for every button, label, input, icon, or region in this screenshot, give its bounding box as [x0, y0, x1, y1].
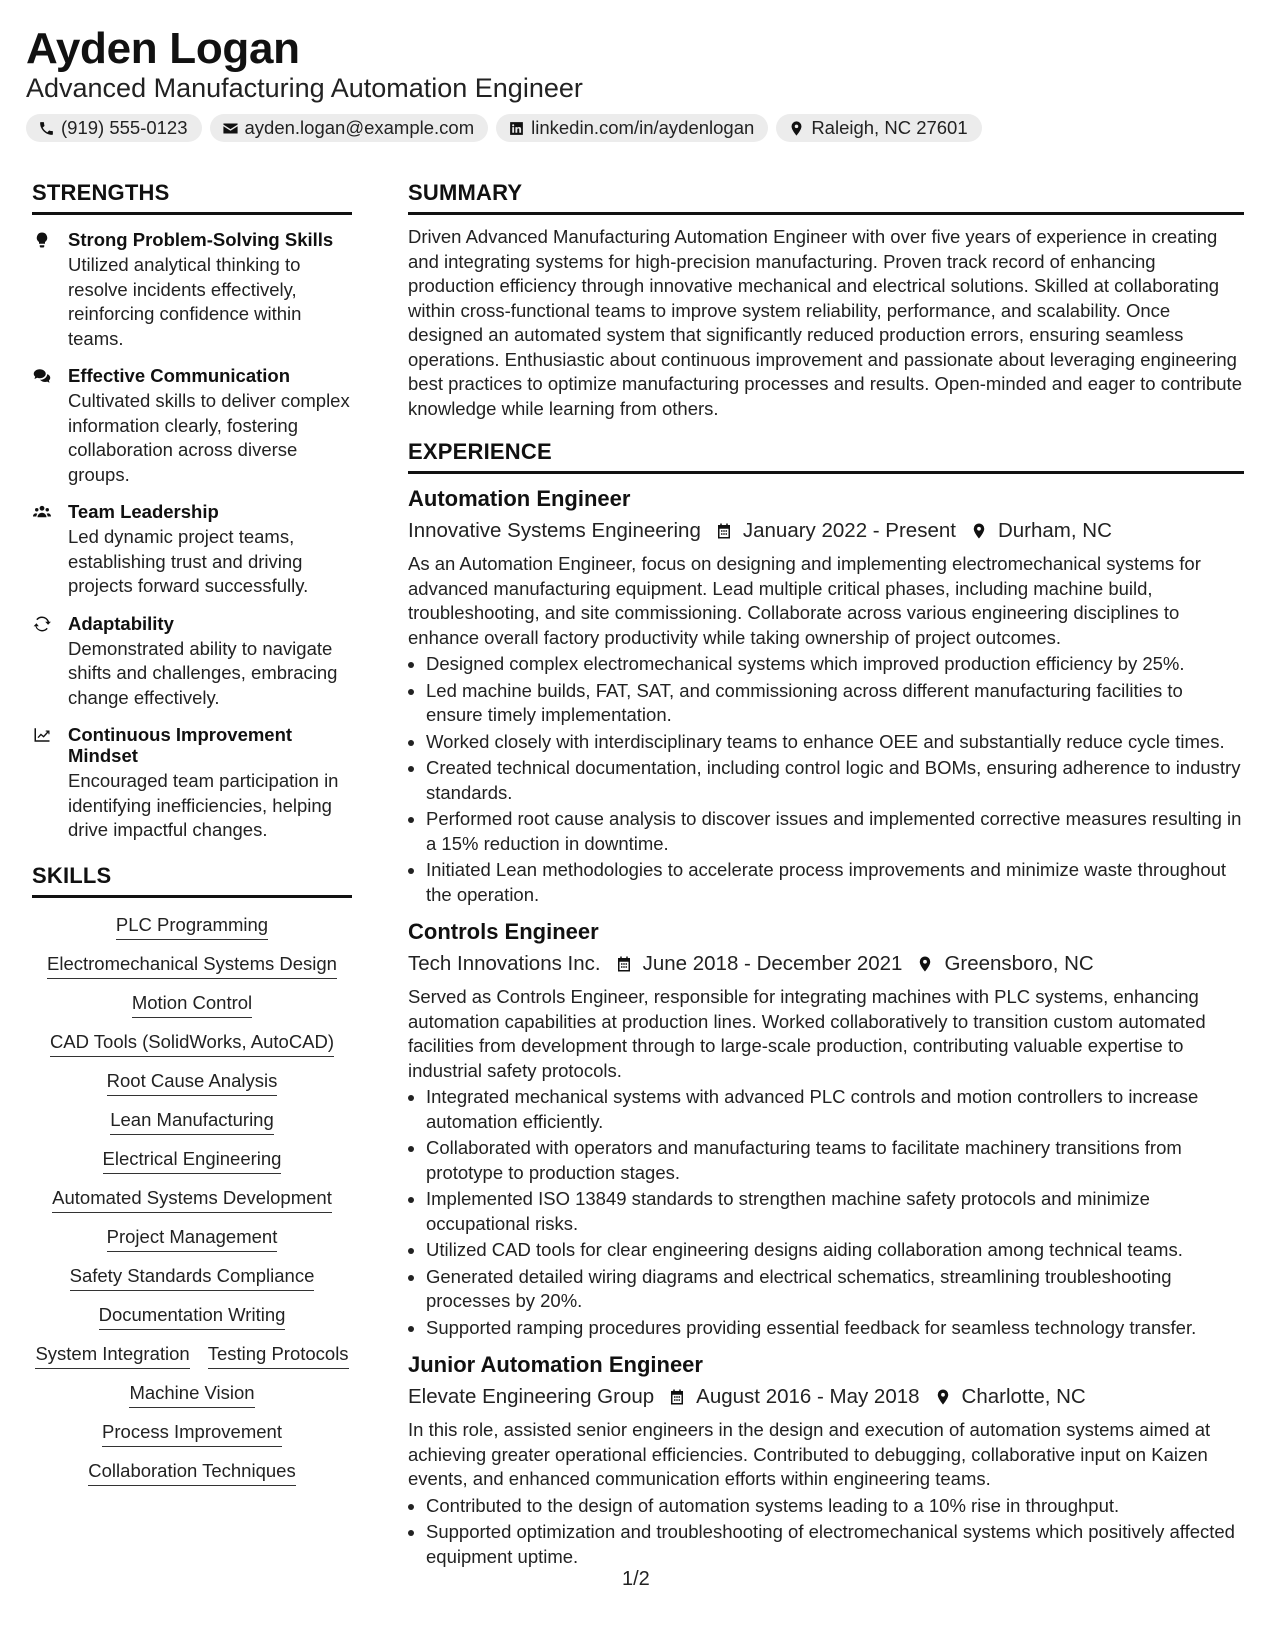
- skill-tag: PLC Programming: [116, 914, 268, 940]
- skill-tag: Electrical Engineering: [103, 1148, 282, 1174]
- job-bullets: [408, 652, 1244, 907]
- contact-bar: [26, 114, 982, 142]
- job-bullet: • Supported ramping procedures providing essential feedback for seamless technology transfer.: [426, 1316, 1244, 1341]
- strength-title: Adaptability: [68, 612, 174, 634]
- skills-list: [32, 914, 352, 1486]
- job-bullet: • Collaborated with operators and manufacturing teams to facilitate machinery transitions from prototype to production stages.: [426, 1136, 1244, 1185]
- candidate-role: Advanced Manufacturing Automation Engineer: [26, 73, 583, 103]
- job-bullets: [408, 1494, 1244, 1570]
- strength-item: [32, 365, 352, 487]
- job-entry: [408, 919, 1244, 1340]
- calendar-icon: [615, 955, 633, 973]
- strengths-heading: STRENGTHS: [32, 180, 352, 215]
- map-marker-icon: [916, 955, 934, 973]
- linkedin-text: linkedin.com/in/aydenlogan: [531, 117, 755, 138]
- calendar-icon: [715, 522, 733, 540]
- chart-line-icon: [32, 726, 52, 744]
- job-location: Charlotte, NC: [961, 1385, 1086, 1408]
- job-description: As an Automation Engineer, focus on designing and implementing electromechanical systems for advanced manufacturing equipment. Lead multiple critical phases, including machine build, troubleshooting, and site commissioning. Collaborate across various engineering disciplines to enhance overall factory productivity while taking ownership of project outcomes.: [408, 553, 1201, 648]
- skill-tag: CAD Tools (SolidWorks, AutoCAD): [50, 1031, 334, 1057]
- job-bullet: • Worked closely with interdisciplinary teams to enhance OEE and substantially reduce cycle times.: [426, 730, 1244, 755]
- job-dates: January 2022 - Present: [742, 519, 956, 542]
- skill-tag: Process Improvement: [102, 1421, 282, 1447]
- comments-icon: [32, 367, 52, 385]
- skills-heading: SKILLS: [32, 863, 352, 898]
- summary-heading: SUMMARY: [408, 180, 1244, 215]
- strength-title: Effective Communication: [68, 365, 291, 386]
- envelope-icon: [222, 120, 239, 137]
- job-meta: [408, 951, 1244, 977]
- skill-tag: Collaboration Techniques: [88, 1460, 295, 1486]
- job-title: Junior Automation Engineer: [408, 1352, 703, 1377]
- skill-tag: Electromechanical Systems Design: [47, 953, 337, 979]
- job-bullet: • Initiated Lean methodologies to accelerate process improvements and minimize waste throughout the operation.: [426, 858, 1244, 907]
- left-column: [32, 180, 352, 1486]
- skill-tag: Documentation Writing: [99, 1304, 286, 1330]
- map-marker-icon: [934, 1388, 952, 1406]
- strength-desc: Utilized analytical thinking to resolve incidents effectively, reinforcing confidence within teams.: [68, 254, 302, 349]
- job-title: Automation Engineer: [408, 486, 631, 511]
- strength-title: Continuous Improvement Mindset: [68, 724, 293, 766]
- strength-desc: Demonstrated ability to navigate shifts and challenges, embracing change effectively.: [68, 637, 338, 708]
- company-name: Tech Innovations Inc.: [408, 952, 601, 975]
- job-entry: [408, 1352, 1244, 1569]
- job-bullet: • Supported optimization and troubleshooting of electromechanical systems which positively affected equipment uptime.: [426, 1520, 1244, 1569]
- linkedin-icon: [508, 120, 525, 137]
- skill-tag: Root Cause Analysis: [107, 1070, 278, 1096]
- job-bullets: [408, 1085, 1244, 1340]
- strength-desc: Led dynamic project teams, establishing trust and driving projects forward successfully.: [68, 526, 309, 596]
- strength-title: Team Leadership: [68, 501, 219, 522]
- job-bullet: • Created technical documentation, including control logic and BOMs, ensuring adherence to industry standards.: [426, 756, 1244, 805]
- email-text: ayden.logan@example.com: [244, 117, 475, 138]
- skill-tag: Testing Protocols: [208, 1343, 349, 1369]
- skill-tag: Motion Control: [132, 992, 252, 1018]
- job-meta: [408, 518, 1244, 544]
- job-entry: [408, 486, 1244, 907]
- strength-desc: Cultivated skills to deliver complex information clearly, fostering collaboration across diverse groups.: [68, 390, 350, 485]
- linkedin-chip[interactable]: [496, 114, 768, 142]
- strength-desc: Encouraged team participation in identifying inefficiencies, helping drive impactful changes.: [68, 770, 339, 840]
- strength-item: [32, 613, 352, 711]
- company-name: Elevate Engineering Group: [408, 1385, 655, 1408]
- strength-title: Strong Problem-Solving Skills: [68, 229, 334, 250]
- phone-text: (919) 555-0123: [61, 117, 188, 138]
- job-bullet: • Generated detailed wiring diagrams and electrical schematics, streamlining troubleshooting processes by 20%.: [426, 1265, 1244, 1314]
- phone-icon: [38, 120, 55, 137]
- skill-tag: Safety Standards Compliance: [70, 1265, 315, 1291]
- users-icon: [32, 503, 52, 521]
- job-description: Served as Controls Engineer, responsible for integrating machines with PLC systems, enhancing automation capabilities at production lines. Worked collaboratively to transition custom automated facilities from development through to large-scale production, contributing valuable expertise to industrial safety protocols.: [408, 986, 1206, 1081]
- job-bullet: • Contributed to the design of automation systems leading to a 10% rise in throughput.: [426, 1494, 1244, 1519]
- strength-item: [32, 724, 352, 843]
- job-bullet: • Led machine builds, FAT, SAT, and commissioning across different manufacturing facilities to ensure timely implementation.: [426, 679, 1244, 728]
- skill-tag: Automated Systems Development: [52, 1187, 332, 1213]
- page-number: 1/2: [622, 1568, 650, 1590]
- job-dates: August 2016 - May 2018: [696, 1385, 920, 1408]
- location-chip: [776, 114, 981, 142]
- right-column: [408, 180, 1244, 1571]
- skill-tag: Lean Manufacturing: [110, 1109, 274, 1135]
- map-marker-icon: [970, 522, 988, 540]
- strength-item: [32, 229, 352, 351]
- job-location: Durham, NC: [997, 519, 1112, 542]
- email-chip[interactable]: [210, 114, 489, 142]
- job-location: Greensboro, NC: [944, 952, 1094, 975]
- strength-item: [32, 501, 352, 599]
- calendar-icon: [668, 1388, 686, 1406]
- lightbulb-icon: [32, 231, 52, 249]
- job-bullet: • Implemented ISO 13849 standards to strengthen machine safety protocols and minimize occupational risks.: [426, 1187, 1244, 1236]
- skill-tag: Machine Vision: [129, 1382, 254, 1408]
- location-text: Raleigh, NC 27601: [811, 117, 968, 138]
- map-marker-icon: [788, 120, 805, 137]
- summary-text: Driven Advanced Manufacturing Automation Engineer with over five years of experience in creating and integrating systems for high-precision manufacturing. Proven track record of enhancing production efficiency through innovative mechanical and electrical solutions. Skilled at collaborating within cross-functional teams to improve system reliability, performance, and scalability. Once designed an automated system that significantly reduced production errors, ensuring seamless operations. Enthusiastic about continuous improvement and passionate about leveraging engineering best practices to optimize manufacturing processes and results. Open-minded and eager to contribute knowledge while learning from others.: [408, 226, 1242, 419]
- skill-tag: System Integration: [35, 1343, 189, 1369]
- job-meta: [408, 1384, 1244, 1410]
- company-name: Innovative Systems Engineering: [408, 519, 701, 542]
- skill-tag: Project Management: [107, 1226, 278, 1252]
- job-title: Controls Engineer: [408, 919, 599, 944]
- phone-chip[interactable]: [26, 114, 202, 142]
- job-bullet: • Designed complex electromechanical systems which improved production efficiency by 25%.: [426, 652, 1244, 677]
- job-bullet: • Utilized CAD tools for clear engineering designs aiding collaboration among technical teams.: [426, 1238, 1244, 1263]
- job-bullet: • Performed root cause analysis to discover issues and implemented corrective measures resulting in a 15% reduction in downtime.: [426, 807, 1244, 856]
- experience-heading: EXPERIENCE: [408, 439, 1244, 474]
- job-dates: June 2018 - December 2021: [642, 952, 903, 975]
- candidate-name: Ayden Logan: [26, 24, 300, 73]
- job-bullet: • Integrated mechanical systems with advanced PLC controls and motion controllers to increase automation efficiently.: [426, 1085, 1244, 1134]
- sync-icon: [32, 615, 52, 633]
- job-description: In this role, assisted senior engineers in the design and execution of automation systems aimed at achieving greater operational efficiencies. Contributed to debugging, collaborative input on Kaizen events, and enhanced communication efforts within engineering teams.: [408, 1419, 1211, 1489]
